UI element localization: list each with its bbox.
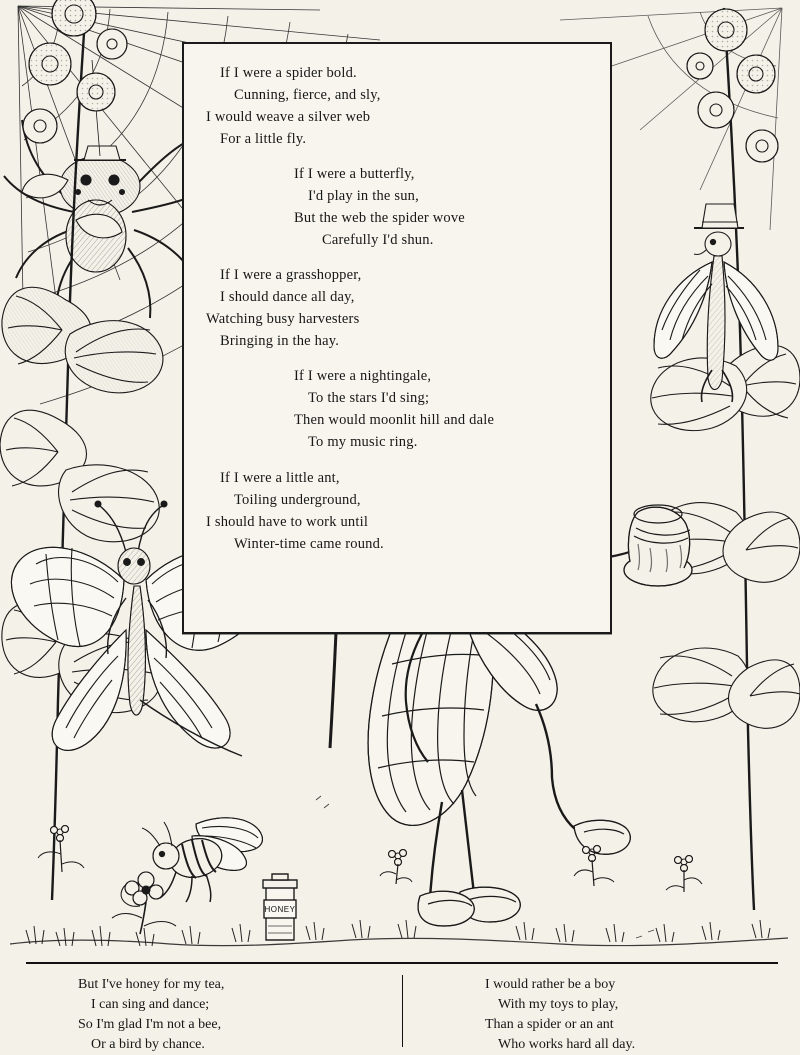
poem-line: Cunning, fierce, and sly, xyxy=(234,87,381,104)
stanza-1 xyxy=(206,62,588,150)
poem-panel xyxy=(182,42,612,634)
poem-line: Winter-time came round. xyxy=(234,535,384,552)
poem-line: If I were a grasshopper, xyxy=(220,267,362,284)
poem-line: But the web the spider wove xyxy=(294,210,465,227)
honey-jar-label: HONEY xyxy=(264,905,296,914)
verse-line: Or a bird by chance. xyxy=(91,1036,205,1052)
verse-line: Than a spider or an ant xyxy=(485,1016,614,1032)
poem-line: I should dance all day, xyxy=(220,289,355,306)
poem-line: I'd play in the sun, xyxy=(308,188,419,205)
poem-line: I should have to work until xyxy=(206,513,369,530)
poem-line: If I were a little ant, xyxy=(220,469,340,486)
verse-line: But I've honey for my tea, xyxy=(78,977,225,992)
poem-line: Carefully I'd shun. xyxy=(322,232,434,249)
poem-text xyxy=(184,44,610,586)
poem-line: If I were a nightingale, xyxy=(294,368,432,385)
bottom-verses xyxy=(26,975,778,1052)
poem-line: Watching busy harvesters xyxy=(206,311,360,328)
stanza-5 xyxy=(206,467,588,555)
stanza-4 xyxy=(294,365,588,453)
poem-line: Bringing in the hay. xyxy=(220,333,340,350)
poem-line: If I were a spider bold. xyxy=(220,65,357,81)
stanza-3 xyxy=(206,264,588,352)
poem-line: To the stars I'd sing; xyxy=(308,390,430,407)
poem-line: To my music ring. xyxy=(308,434,418,451)
poem-line: Then would moonlit hill and dale xyxy=(294,412,495,429)
verse-line: I would rather be a boy xyxy=(485,977,616,992)
poem-line: I would weave a silver web xyxy=(206,109,371,126)
poem-line: If I were a butterfly, xyxy=(294,166,415,183)
poem-line: Toiling underground, xyxy=(234,491,361,508)
bottom-divider xyxy=(26,962,778,964)
verse-line: I can sing and dance; xyxy=(91,996,210,1012)
bottom-verse-right xyxy=(402,975,778,1052)
bottom-verse-left xyxy=(26,975,402,1052)
verse-line: So I'm glad I'm not a bee, xyxy=(78,1016,222,1032)
stanza-2 xyxy=(294,163,588,251)
verse-line: Who works hard all day. xyxy=(498,1036,636,1052)
poem-line: For a little fly. xyxy=(220,131,307,148)
verse-line: With my toys to play, xyxy=(498,996,619,1012)
